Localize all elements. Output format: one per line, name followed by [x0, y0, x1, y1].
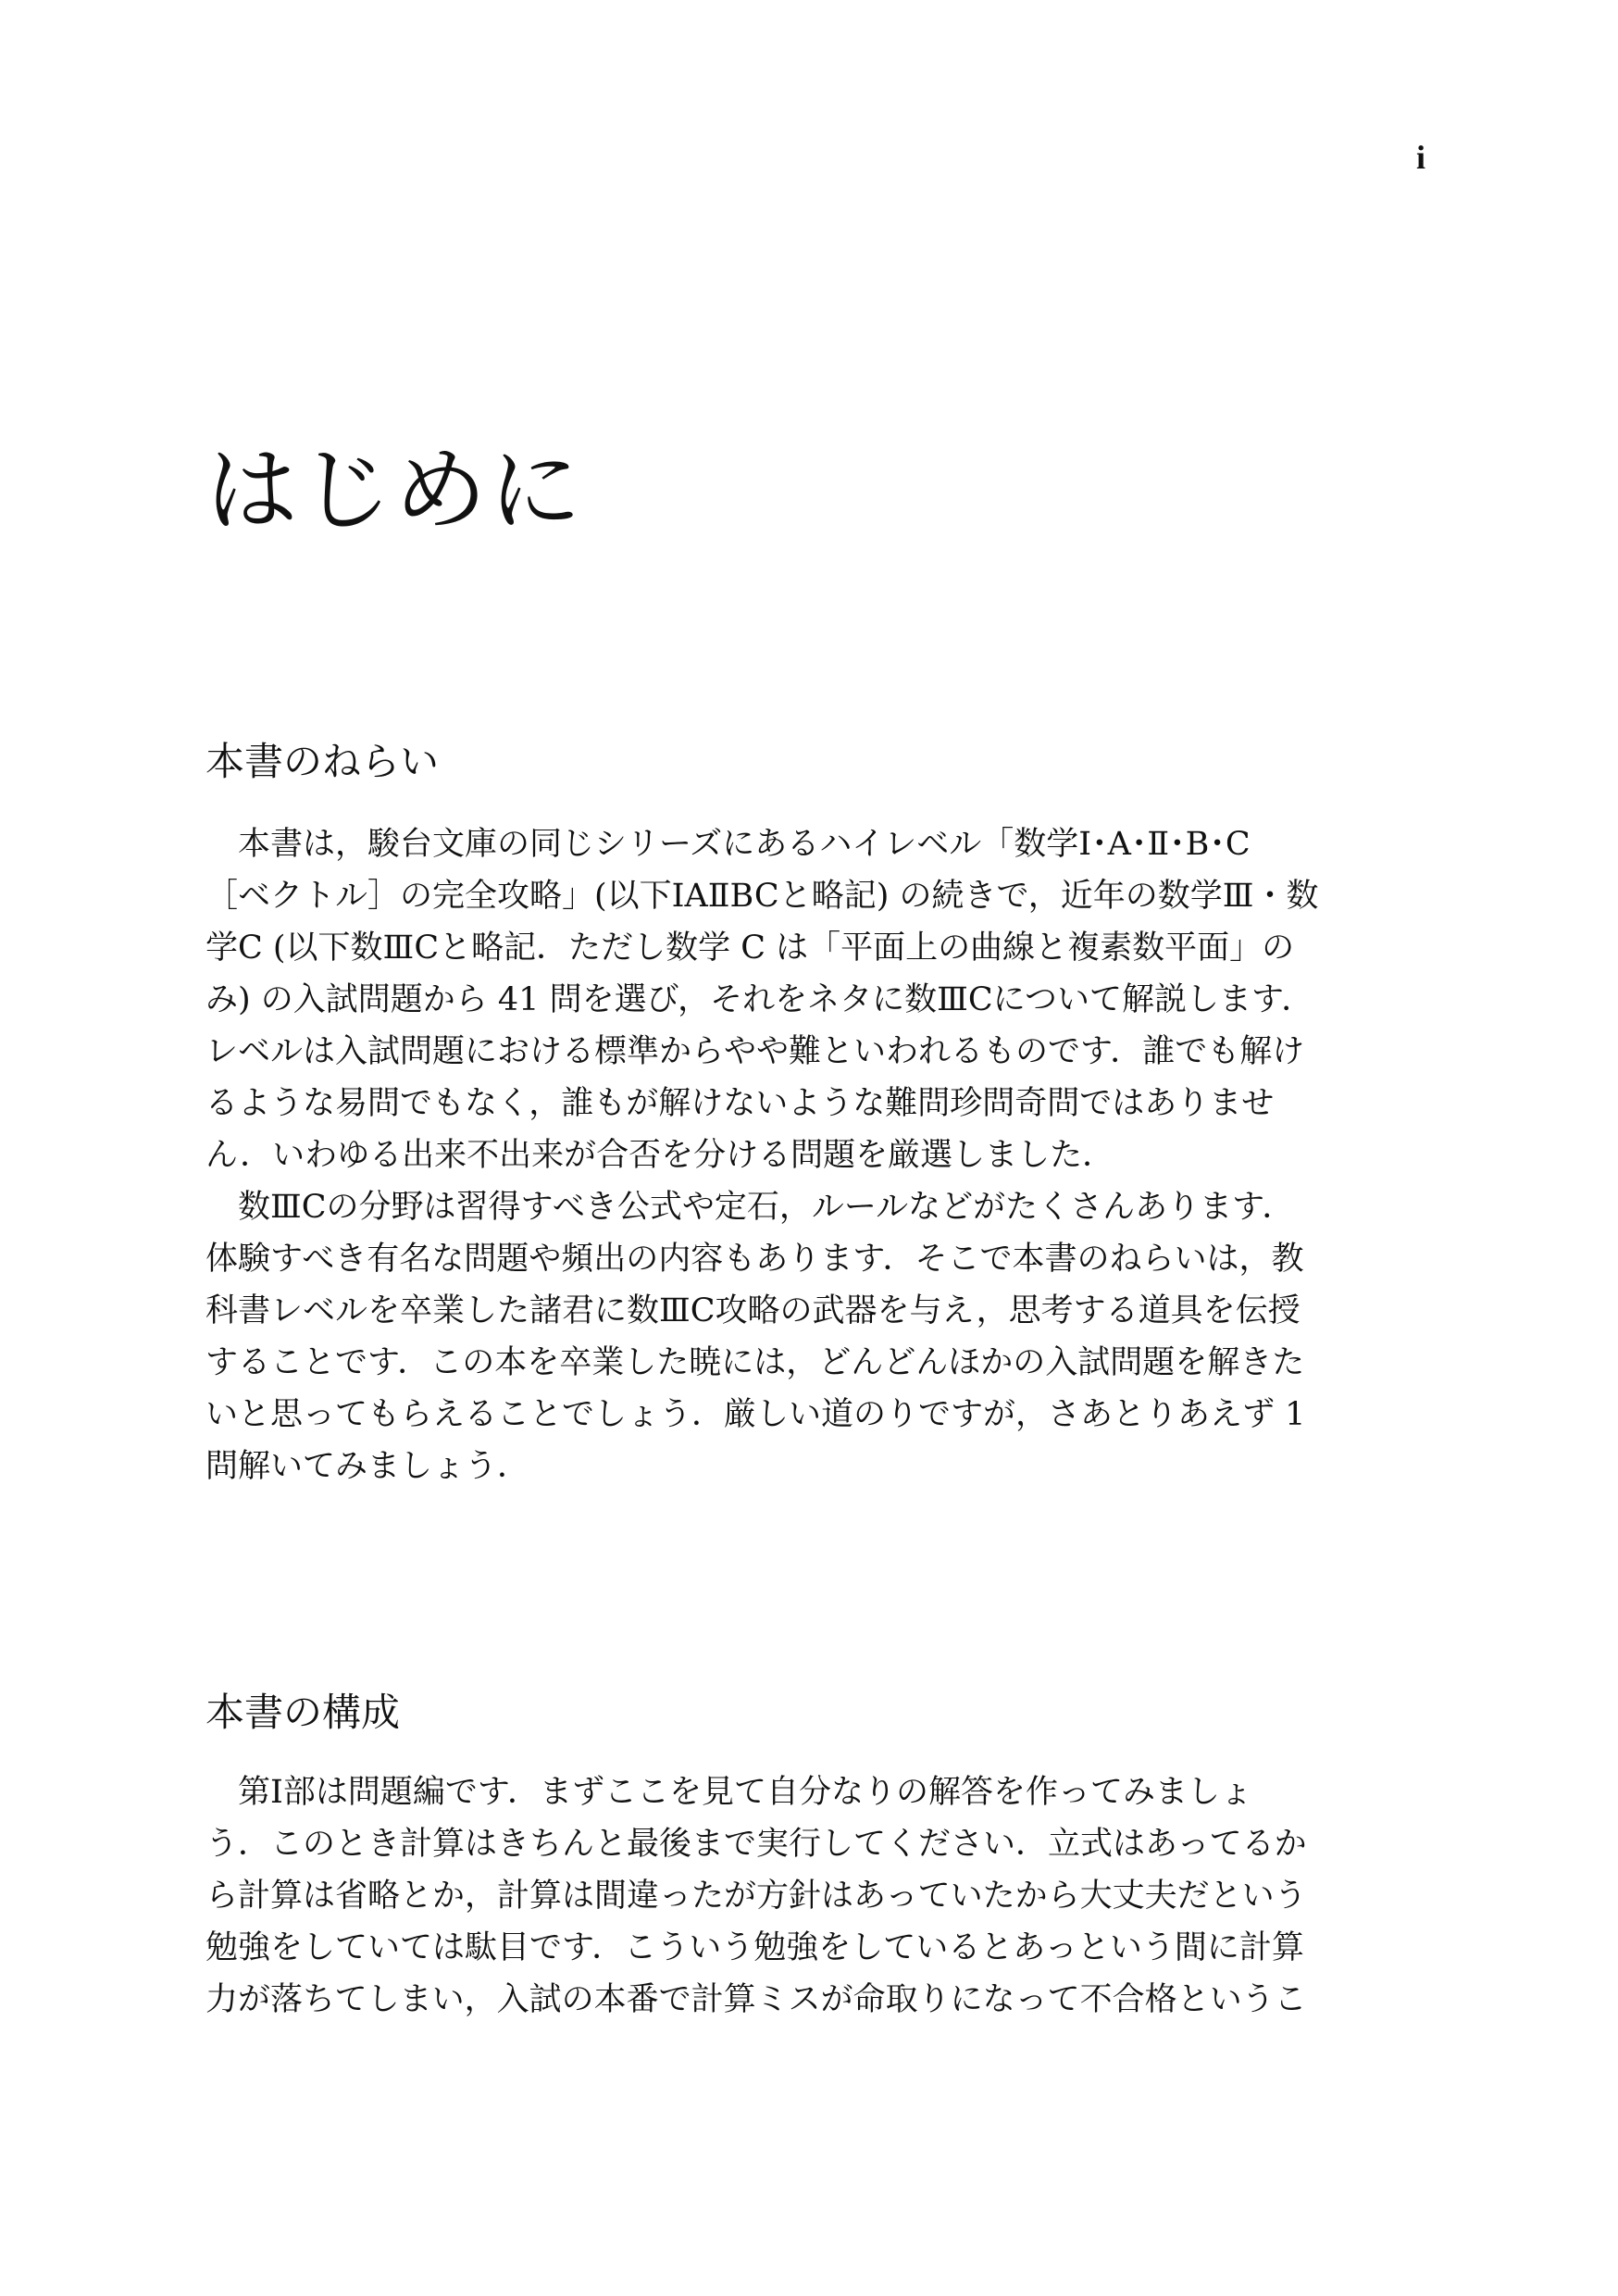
text-line: う．このとき計算はきちんと最後まで実行してください．立式はあってるか — [205, 1826, 1307, 1863]
text-line: いと思ってもらえることでしょう．厳しい道のりですが，さあとりあえず 1 — [205, 1396, 1306, 1433]
section-body-structure — [205, 1766, 1414, 2026]
text-line: 問解いてみましょう． — [205, 1448, 530, 1485]
text-line: るような易問でもなく，誰もが解けないような難問珍問奇問ではありませ — [205, 1085, 1275, 1122]
page-number: i — [1415, 139, 1425, 176]
text-line: 学C (以下数ⅢCと略記．ただし数学 C は「平面上の曲線と複素数平面」の — [205, 930, 1295, 967]
text-line: 本書は，駿台文庫の同じシリーズにあるハイレベル「数学Ⅰ･A･Ⅱ･B･C — [205, 826, 1251, 863]
text-line: ［ベクトル］の完全攻略」(以下ⅠAⅡBCと略記) の続きで，近年の数学Ⅲ・数 — [205, 878, 1319, 915]
text-line: 科書レベルを卒業した諸君に数ⅢC攻略の武器を与え，思考する道具を伝授 — [205, 1292, 1301, 1329]
text-line: することです．この本を卒業した暁には，どんどんほかの入試問題を解きた — [205, 1344, 1305, 1381]
text-line: 第Ⅰ部は問題編です．まずここを見て自分なりの解答を作ってみましょ — [205, 1774, 1253, 1811]
text-line: ん．いわゆる出来不出来が合否を分ける問題を厳選しました． — [205, 1137, 1115, 1174]
section-body-aim — [205, 818, 1414, 1492]
section-heading-structure: 本書の構成 — [205, 1690, 401, 1735]
section-heading-aim: 本書のねらい — [205, 739, 440, 784]
text-line: レベルは入試問題における標準からやや難といわれるものです．誰でも解け — [205, 1033, 1305, 1070]
text-line: 勉強をしていては駄目です．こういう勉強をしているとあっという間に計算 — [205, 1929, 1304, 1966]
text-line: 体験すべき有名な問題や頻出の内容もあります．そこで本書のねらいは，教 — [205, 1241, 1304, 1278]
page-title: はじめに — [205, 436, 583, 544]
text-line: 力が落ちてしまい，入試の本番で計算ミスが命取りになって不合格というこ — [205, 1981, 1307, 2018]
text-line: 数ⅢCの分野は習得すべき公式や定石，ルールなどがたくさんあります． — [205, 1189, 1295, 1226]
text-line: ら計算は省略とか，計算は間違ったが方針はあっていたから大丈夫だという — [205, 1878, 1307, 1915]
text-line: み) の入試問題から 41 問を選び，それをネタに数ⅢCについて解説します． — [205, 981, 1314, 1018]
